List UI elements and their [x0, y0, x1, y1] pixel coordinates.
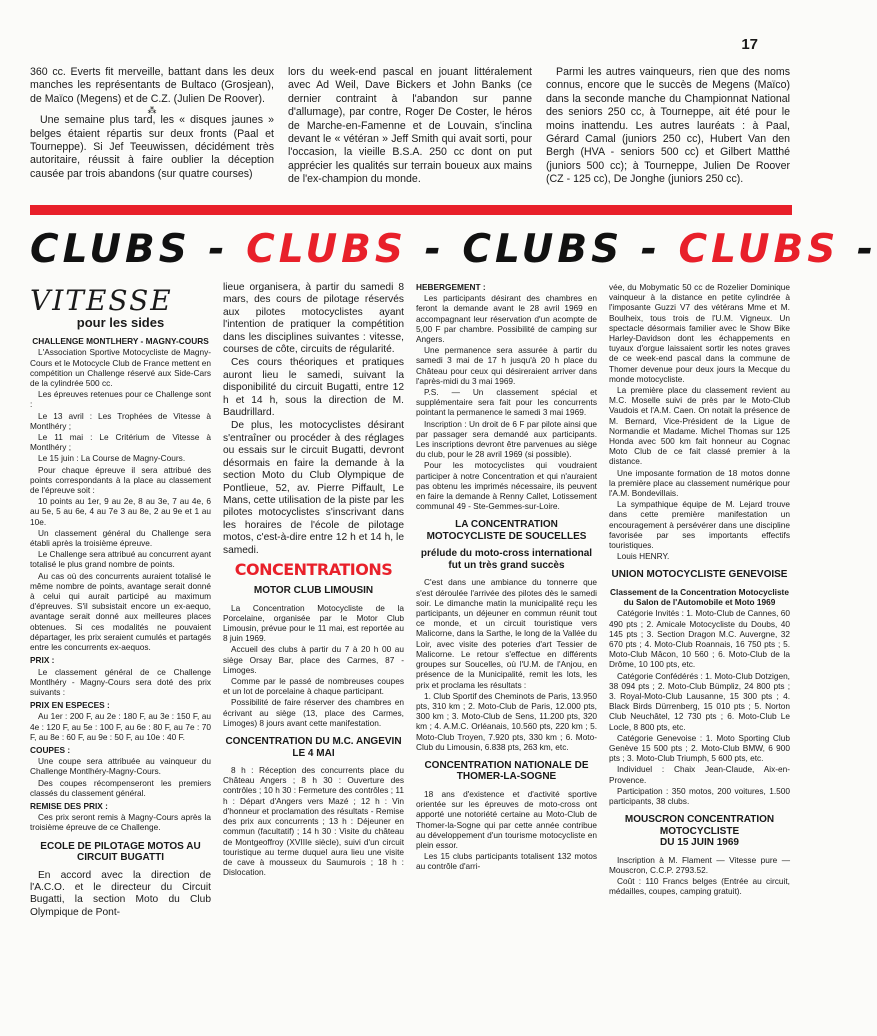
- clubs-columns: [30, 282, 790, 1022]
- top-column-3: [546, 66, 790, 187]
- paragraph: 10 points au 1er, 9 au 2e, 8 au 3e, 7 au 4e, 6 au 5e, 5 au 6e, 4 au 7e 3 au 8e, 2 au 9e et 1 au 10e.: [30, 496, 211, 527]
- thomer-heading: CONCENTRATION NATIONALE DE THOMER-LA-SOGNE: [424, 759, 589, 783]
- paragraph: Catégorie Invités : 1. Moto-Club de Cannes, 60 490 pts ; 2. Amicale Motocycliste du Doubs, 40 145 pts ; 3. Section Dragon M.C. Auvergne, 32 670 pts ; 4. Moto-Club Roannais, 16 750 pts ; 5. Moto-Club Mâcon, 10 560 ; 6. Moto-Club de la Drôme, 10 100 pts, etc.: [609, 608, 790, 670]
- paragraph: vée, du Mobymatic 50 cc de Rozelier Dominique vainqueur à la distance en petite cylindrée à l'imposante Guzzi V7 des vétérans Mme et M. Boulheix, tous trois de l'U.M. Vigneux. Un spectacle désormais familier avec le Show Bike Harley-Davidson dont les échappements en tuyaux d'orgue laissaient sortir les notes graves de ce week-end pascal dans la commune de Thomer devenue pour deux jours la Mecque du monde motocycliste.: [609, 282, 790, 384]
- banner-word: CLUBS: [462, 227, 624, 272]
- geneve-heading: UNION MOTOCYCLISTE GENEVOISE: [611, 569, 788, 581]
- paragraph: Le 11 mai : Le Critérium de Vitesse à Montlhéry ;: [30, 432, 211, 453]
- remise-label: REMISE DES PRIX :: [30, 800, 108, 811]
- paragraph: La première place du classement revient au M.C. Moselle suivi de près par le Moto-Club Vaudois et l'A.M. Caen. On notait la présence de M. Bernard, Vice-Président de la Ligue de Normandie et Madame. Michel Thomas sur 125 Honda avec 500 km fait honneur au Cognac Moto Club de ce fait classé premier à la distance.: [609, 385, 790, 467]
- vitesse-heading: VITESSE: [30, 284, 173, 317]
- paragraph: Inscription : Un droit de 6 F par pilote ainsi que par passager sera demandé aux participants. Les inscriptions devront être parvenues au siège du club, pour le 28 avril 1969 (si possible).: [416, 418, 597, 460]
- paragraph: 18 ans d'existence et d'activité sportive orientée sur les épreuves de moto-cross ont apporté une notoriété certaine au Moto-Club de Thomer-la-Sogne qui par cette année contribue au développement d'un tourisme motocycliste en plein essor.: [416, 788, 597, 850]
- coupes-label: COUPES :: [30, 744, 71, 755]
- paragraph: Catégorie Genevoise : 1. Moto Sporting Club Genève 15 500 pts ; 2. Moto-Club BMW, 6 900 pts ; 3. Moto-Club Triumph, 5 600 pts, etc.: [609, 732, 790, 764]
- paragraph: Les 15 clubs participants totalisent 132 motos au contrôle d'arri-: [416, 851, 597, 872]
- banner-word: CLUBS: [30, 227, 191, 272]
- paragraph: Des coupes récompenseront les premiers classés du classement général.: [30, 777, 211, 798]
- banner-separator: -: [208, 227, 229, 272]
- paragraph: Inscription à M. Flament — Vitesse pure — Mouscron, C.C.P. 2793.52.: [609, 854, 790, 875]
- author-signature: Louis HENRY.: [617, 551, 670, 562]
- paragraph: Une imposante formation de 18 motos donne la première place au classement numérique pour l'A.M. Bondevillais.: [609, 467, 790, 499]
- paragraph: Accueil des clubs à partir du 7 à 20 h 00 au siège Orsay Bar, place des Carmes, 87 - Limoges.: [223, 644, 404, 675]
- paragraph: Les épreuves retenues pour ce Challenge sont :: [30, 389, 211, 410]
- especes-label: PRIX EN ESPECES :: [30, 700, 110, 711]
- soucelles-heading: LA CONCENTRATION MOTOCYCLISTE DE SOUCELLES: [426, 519, 587, 542]
- paragraph: Coût : 110 Francs belges (Entrée au circuit, médailles, coupes, camping gratuit).: [609, 876, 790, 897]
- mouscron-heading: MOUSCRON CONCENTRATION MOTOCYCLISTE: [624, 814, 775, 837]
- paragraph: lieue organisera, à partir du samedi 8 mars, des cours de pilotage réservés aux pilotes motocyclistes ayant l'intention de pratiquer la compétition dans les disciplines suivantes : vitesse, courses de côte, circuits de régularité.: [223, 282, 404, 356]
- paragraph: Catégorie Confédérés : 1. Moto-Club Dotzigen, 38 094 pts ; 2. Moto-Club Bümpliz, 24 800 pts ; 3. Royal-Moto-Club Lausanne, 15 300 pts ; 4. Black Birds Dürrenberg, 15 010 pts ; 5. Norton Club Neuchâtel, 12 730 pts ; 6. Moto-Club Le Locle, 8 800 pts, etc.: [609, 670, 790, 732]
- column-3: [416, 282, 597, 1022]
- banner-word: CLUBS: [678, 227, 840, 272]
- paragraph: La sympathique équipe de M. Lejard trouve dans cette première manifestation un encouragement à persévérer dans une discipline favorisée par ses importants effectifs touristiques.: [609, 499, 790, 551]
- top-column-1: [30, 66, 274, 187]
- paragraph: Comme par le passé de nombreuses coupes et un lot de porcelaine à chaque participant.: [223, 676, 404, 697]
- banner-separator: -: [424, 227, 445, 272]
- paragraph: Individuel : Chaix Jean-Claude, Aix-en-Provence.: [609, 764, 790, 785]
- paragraph: Le 13 avril : Les Trophées de Vitesse à Montlhéry ;: [30, 410, 211, 431]
- top-paragraph: 360 cc. Everts fit merveille, battant dans les deux manches les représentants de Bultaco (Grosjean), de Maïco (Megens) et de C.Z. (Julien De Roover).: [30, 66, 274, 105]
- prix-label: PRIX :: [30, 655, 55, 666]
- concentrations-heading: CONCENTRATIONS: [234, 559, 393, 579]
- banner-separator: -: [640, 227, 661, 272]
- paragraph: Participation : 350 motos, 200 voitures, 1.500 participants, 38 clubs.: [609, 785, 790, 807]
- paragraph: En accord avec la direction de l'A.C.O. et le directeur du Circuit Bugatti, la section Moto du Club Olympique de Pont-: [30, 869, 211, 918]
- angevin-heading: CONCENTRATION DU M.C. ANGEVIN LE 4 MAI: [225, 736, 402, 759]
- clubs-banner: [30, 226, 877, 274]
- paragraph: Au cas où des concurrents auraient totalisé le même nombre de points, avantage serait donné à celui qui aurait participé au maximum d'épreuves. S'il subsistait encore un ex-aequo, avantage serait donné aux meilleures places obtenues. Si ces modalités ne pouvaient départager, les prix seraient cumulés et partagés entre les concurrents ex-aequos.: [30, 570, 211, 653]
- paragraph: Le classement général de ce Challenge Montlhéry - Magny-Cours sera doté des prix suivants :: [30, 666, 211, 697]
- paragraph: Pour les motocyclistes qui voudraient participer à notre Concentration et qui n'auraient pas obtenu les imprimés nécessaire, ils peuvent en faire la demande à Renny Callet, Lotissement communal 49 - Ste-Gemmes-sur-Loire.: [416, 460, 597, 512]
- paragraph: 1. Club Sportif des Cheminots de Paris, 13.950 pts, 310 km ; 2. Moto-Club de Paris, 12.000 pts, 300 km ; 3. Moto-Club de Sens, 11.200 pts, 320 km ; 4. A.M.C. Orléanais, 10.560 pts, 220 km ; 5. Moto-Club Troyen, 7.920 pts, 330 km ; 6. Moto-Club du Limousin, 6.838 pts, 263 km, etc.: [416, 690, 597, 752]
- banner-word: CLUBS: [246, 227, 407, 272]
- mouscron-date: DU 15 JUIN 1969: [660, 837, 739, 849]
- sides-subheading: pour les sides: [76, 315, 165, 330]
- top-paragraph: Parmi les autres vainqueurs, rien que des noms connus, encore que le succès de Megens (Maïco) dans la seconde manche du Championnat National des seniors 250 cc, à Tourneppe, ait été pour le moins inattendu. Les autres lauréats : à Paal, Gérard Camal (juniors 250 cc), Hubert Van den Bergh (HVA - seniors 500 cc) et Gilbert Matthé (juniors 500 cc); à Tourneppe, Julien De Roover (CZ - 125 cc), De Jonghe (juniors 250 cc).: [546, 66, 790, 186]
- paragraph: Au 1er : 200 F, au 2e : 180 F, au 3e : 150 F, au 4e : 120 F, au 5e : 100 F, au 6e : 80 F, au 7e : 70 F, au 8e : 60 F, au 9e : 50 F, au 10e : 40 F.: [30, 711, 211, 742]
- paragraph: Les participants désirant des chambres en feront la demande avant le 28 avril 1969 en accompagnant leur réservation d'un acompte de 5,00 F par chambre. Possibilité de camping sur Angers.: [416, 293, 597, 345]
- paragraph: Une permanence sera assurée à partir du samedi 3 mai de 17 h jusqu'à 20 h place du Château pour ceux qui désireraient arriver dans l'après-midi du 3 mai 1969.: [416, 345, 597, 386]
- ecole-heading: ECOLE DE PILOTAGE MOTOS AU CIRCUIT BUGATTI: [40, 840, 201, 864]
- column-2: [223, 282, 404, 1022]
- paragraph: Pour chaque épreuve il sera attribué des points correspondants à la place au classement de l'épreuve soit :: [30, 464, 211, 496]
- paragraph: Une coupe sera attribuée au vainqueur du Challenge Montlhéry-Magny-Cours.: [30, 756, 211, 777]
- challenge-heading: CHALLENGE MONTLHERY - MAGNY-COURS: [32, 336, 209, 347]
- top-paragraph: Une semaine plus tard, les « disques jaunes » belges étaient répartis sur deux fronts (Paal et Tourneppe). Si Jef Teeuwissen, décidément très autoritaire, réussit à faire oublier la déception causée par trois abandons (sur quatre courses): [30, 114, 274, 180]
- red-divider-bar: [30, 205, 792, 215]
- column-1: [30, 282, 211, 1022]
- soucelles-subheading: prélude du moto-cross international fut un très grand succès: [420, 548, 593, 571]
- paragraph: Le Challenge sera attribué au concurrent ayant totalisé le plus grand nombre de points.: [30, 549, 211, 570]
- limousin-heading: MOTOR CLUB LIMOUSIN: [253, 585, 374, 597]
- paragraph: La Concentration Motocycliste de la Porcelaine, organisée par le Motor Club Limousin, prévue pour le 11 mai, est reportée au 8 juin 1969.: [223, 602, 404, 644]
- paragraph: C'est dans une ambiance du tonnerre que s'est déroulée l'arrivée des pilotes dès le samedi soir. Le dimanche matin la municipalité reçu les participants, un déjeuner en commun réunit tout ce monde, et un circuit touristique vers Malicorne, dans la Sarthe, le long de la Vallée du Loir, avec visite des poteries d'art Tessier de Malicorne. Le retour s'effectue en différents groupes sur Soucelles, où l'U.M. de l'Anjou, en présence de la Municipalité, remit les lots, les prix et proclama les résultats :: [416, 577, 597, 690]
- geneve-subheading: Classement de la Concentration Motocycliste du Salon de l'Automobile et Moto 1969: [610, 586, 789, 608]
- paragraph: De plus, les motocyclistes désirant s'entraîner ou procéder à des réglages ou essais sur le circuit Bugatti, devront désormais en faire la demande à la section Moto du Club Olympique de Pontlieue, 52, av. Pierre Piffault, Le Mans, cette utilisation de la piste par les pilotes motocyclistes s'inscrivant dans les horaires de l'école de pilotage motos, c'est-à-dire entre 12 h et 14 h, le samedi.: [223, 420, 404, 556]
- paragraph: Possibilité de faire réserver des chambres en écrivant au siège (13, place des Carmes, Limoges) 8 jours avant cette manifestation.: [223, 697, 404, 728]
- top-article: [30, 66, 790, 187]
- paragraph: Ces prix seront remis à Magny-Cours après la troisième épreuve de ce Challenge.: [30, 812, 211, 833]
- top-paragraph: lors du week-end pascal en jouant littéralement avec Ad Weil, Dave Bickers et John Banks (ce dernier contraint à l'abandon sur panne d'allumage), par contre, Roger De Coster, le héros de Marche-en-Famenne et de Louvain, s'inclina devant le « vétéran » Jeff Smith qui avait sorti, pour l'occasion, la vieille B.S.A. 250 cc dont on put apprécier les qualités sur terrain boueux aux mains de l'ex-champion du monde.: [288, 66, 532, 186]
- paragraph: Ces cours théoriques et pratiques auront lieu le samedi, suivant la disponibilité du circuit Bugatti, entre 12 h et 14 h, sous la direction de M. Baudrillard.: [223, 357, 404, 419]
- paragraph: Un classement général du Challenge sera établi après la troisième épreuve.: [30, 527, 211, 549]
- paragraph: 8 h : Réception des concurrents place du Château Angers ; 8 h 30 : Ouverture des contrôles ; 10 h 30 : Fermeture des contrôles ; 11 h : Départ d'Angers vers Mazé ; 12 h : Vin d'honneur et proclamation des résultats - Remise des prix aux concurrents ; 13 h : Déjeuner en commun (facultatif) ; 14 h 30 : Visite du château de Montgeoffroy (XVIIIe siècle), suivi d'un circuit touristique au terme duquel aura lieu une visite de cave à mousseux du Saumurois ; 18 h : Dislocation.: [223, 765, 404, 878]
- paragraph: L'Association Sportive Motocycliste de Magny-Cours et le Motocycle Club de France mettent en compétition un Challenge réservé aux Side-Cars de la cylindrée 500 cc.: [30, 347, 211, 389]
- page-number: 17: [741, 36, 758, 53]
- paragraph: P.S. — Un classement spécial et supplémentaire sera fait pour les concurrents pointant la permanence le samedi 3 mai 1969.: [416, 387, 597, 418]
- banner-separator: -: [856, 227, 877, 272]
- hebergement-label: HEBERGEMENT :: [416, 282, 486, 292]
- column-4: [609, 282, 790, 1022]
- section-break-stars: ⁂: [147, 105, 157, 116]
- paragraph: Le 15 juin : La Course de Magny-Cours.: [38, 453, 186, 464]
- top-column-2: [288, 66, 532, 187]
